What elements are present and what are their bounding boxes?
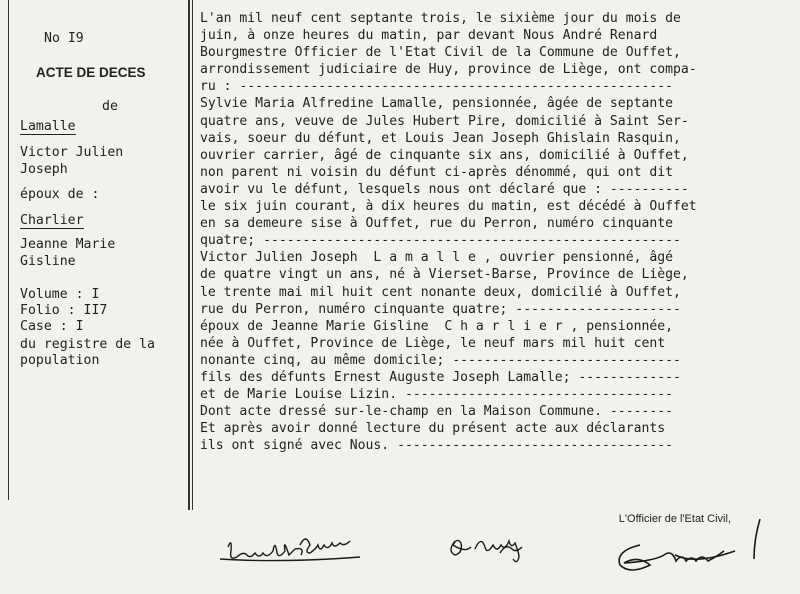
left-border-line xyxy=(8,0,9,500)
deceased-surname: Lamalle xyxy=(20,119,76,134)
folio-ref: Folio : II7 xyxy=(20,303,108,318)
column-divider-inner xyxy=(192,0,193,510)
case-ref: Case : I xyxy=(20,319,84,334)
record-line: arrondissement judiciaire de Huy, province de Liège, ont compa- xyxy=(200,62,697,78)
record-line: de quatre vingt un ans, né à Vierset-Barse, Province de Liège, xyxy=(200,267,689,283)
record-line: Victor Julien Joseph L a m a l l e , ouvrier pensionné, âgé xyxy=(200,250,673,266)
record-line: nonante cinq, au même domicile; ----------------------------- xyxy=(200,352,681,368)
officer-label: L'Officier de l'Etat Civil, xyxy=(618,513,731,525)
record-line: avoir vu le défunt, lesquels nous ont déclaré que : ---------- xyxy=(200,181,689,197)
record-body xyxy=(200,10,790,454)
record-line: ils ont signé avec Nous. ----------------------------------- xyxy=(200,438,673,454)
signatures-svg xyxy=(200,505,795,590)
record-line: Bourgmestre Officier de l'Etat Civil de la Commune de Ouffet, xyxy=(200,45,681,61)
record-line: ouvrier carrier, âgé de cinquante six ans, domicilié à Ouffet, xyxy=(200,147,689,163)
deceased-given-names-1: Victor Julien xyxy=(20,145,124,160)
record-number: No I9 xyxy=(44,31,84,46)
spouse-given-names-1: Jeanne Marie xyxy=(20,237,116,252)
record-line: époux de Jeanne Marie Gisline C h a r l i e r , pensionnée, xyxy=(200,318,673,334)
signature-declarant-1 xyxy=(220,539,360,561)
registry-label-1: du registre de la xyxy=(20,337,155,352)
record-line: le six juin courant, à dix heures du matin, est décédé à Ouffet xyxy=(200,199,697,215)
de-label: de xyxy=(102,99,118,114)
spouse-label: époux de : xyxy=(20,187,100,202)
signature-area xyxy=(200,505,795,590)
record-line: fils des défunts Ernest Auguste Joseph Lamalle; ------------- xyxy=(200,369,681,385)
record-title: ACTE DE DECES xyxy=(36,65,146,80)
record-line: quatre; ----------------------------------------------------- xyxy=(200,233,681,249)
record-line: L'an mil neuf cent septante trois, le sixième jour du mois de xyxy=(200,11,681,26)
record-line: Sylvie Maria Alfredine Lamalle, pensionnée, âgée de septante xyxy=(200,96,673,112)
volume-ref: Volume : I xyxy=(20,287,100,302)
deceased-given-names-2: Joseph xyxy=(20,162,68,177)
registry-label-2: population xyxy=(20,353,100,368)
signature-declarant-2 xyxy=(451,540,522,561)
spouse-surname: Charlier xyxy=(20,213,84,228)
record-line: née à Ouffet, Province de Liège, le neuf mars mil huit cent xyxy=(200,335,666,351)
record-line: vais, soeur du défunt, et Louis Jean Joseph Ghislain Rasquin, xyxy=(200,130,681,146)
record-line: ru : ------------------------------------------------------- xyxy=(200,79,673,95)
signature-officer xyxy=(619,519,760,570)
record-line: le trente mai mil huit cent nonante deux, domicilié à Ouffet, xyxy=(200,284,681,300)
column-divider xyxy=(188,0,190,510)
record-line: Dont acte dressé sur-le-champ en la Maison Commune. -------- xyxy=(200,404,673,420)
record-line: juin, à onze heures du matin, par devant Nous André Renard xyxy=(200,28,658,44)
record-line: Et après avoir donné lecture du présent acte aux déclarants xyxy=(200,421,666,437)
record-line: en sa demeure sise à Ouffet, rue du Perron, numéro cinquante xyxy=(200,216,673,232)
record-line: non parent ni voisin du défunt ci-après dénommé, qui ont dit xyxy=(200,164,673,180)
record-line: quatre ans, veuve de Jules Hubert Pire, domicilié à Saint Ser- xyxy=(200,113,689,129)
spouse-given-names-2: Gisline xyxy=(20,254,76,269)
record-line: et de Marie Louise Lizin. ---------------------------------- xyxy=(200,387,673,403)
record-line: rue du Perron, numéro cinquante quatre; --------------------- xyxy=(200,301,681,317)
